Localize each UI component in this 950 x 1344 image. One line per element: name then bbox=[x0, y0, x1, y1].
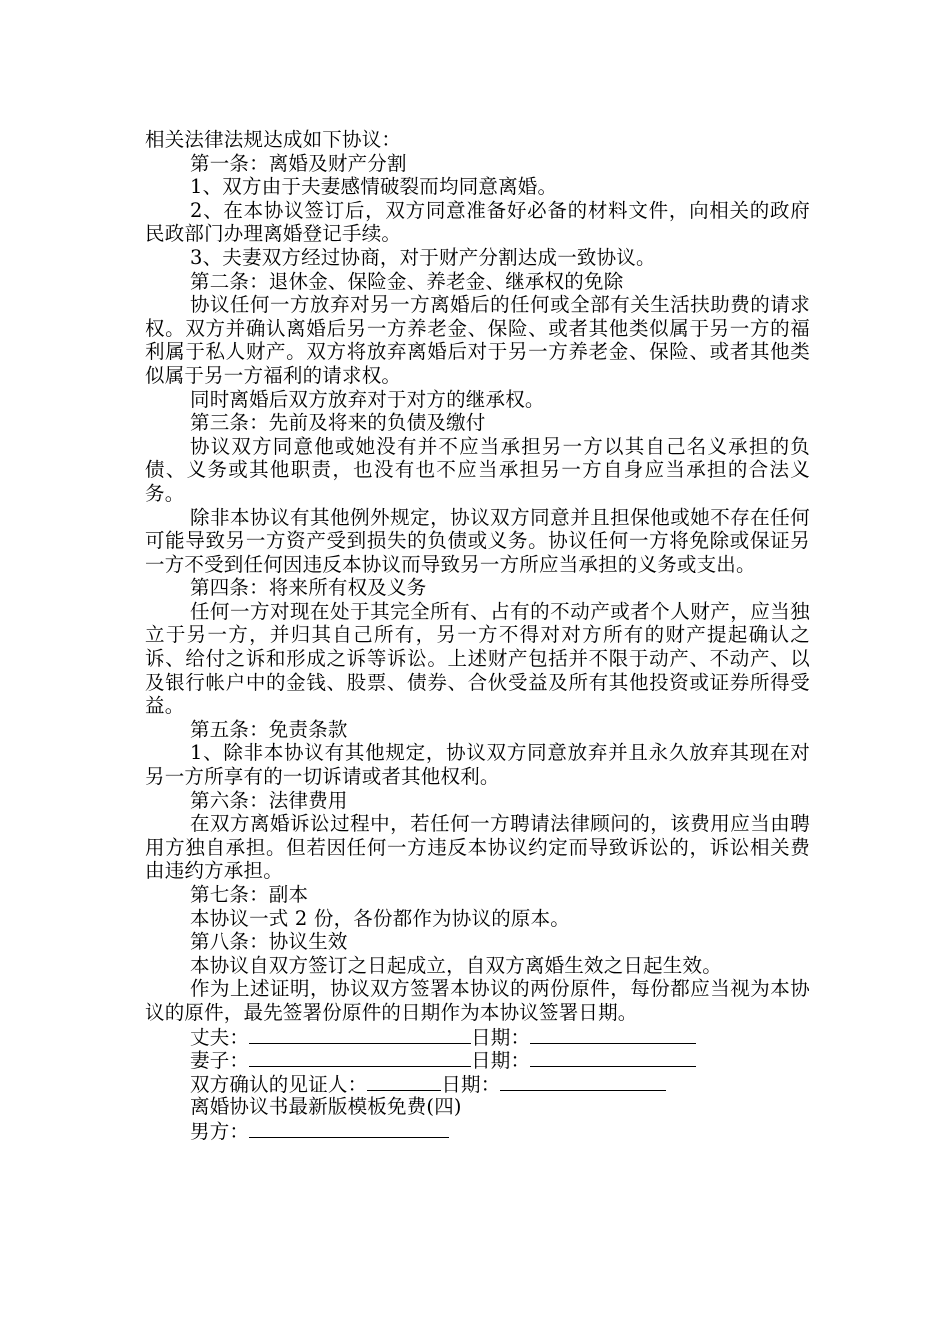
clause-1-heading: 第一条：离婚及财产分割 bbox=[190, 151, 407, 175]
clause-3-heading: 第三条：先前及将来的负债及缴付 bbox=[190, 411, 486, 435]
clause-5-item-1: 1、除非本协议有其他规定，协议双方同意放弃并且永久放弃其现在对另一方所享有的一切诉请或者其他权利。 bbox=[145, 741, 810, 789]
clause-4-heading: 第四条：将来所有权及义务 bbox=[190, 576, 427, 600]
husband-signature-row bbox=[145, 1025, 810, 1049]
text-line-intro: 相关法律法规达成如下协议： bbox=[145, 128, 402, 151]
husband-date-label: 日期： bbox=[471, 1025, 531, 1049]
witness-date-label: 日期： bbox=[441, 1072, 501, 1096]
clause-7-paragraph-1: 本协议一式 2 份，各份都作为协议的原本。 bbox=[190, 906, 571, 930]
husband-signature-blank[interactable] bbox=[249, 1025, 471, 1044]
clause-4-paragraph-1: 任何一方对现在处于其完全所有、占有的不动产或者个人财产，应当独立于另一方，并归其自己所有，另一方不得对对方所有的财产提起确认之诉、给付之诉和形成之诉等诉讼。上述财产包括并不限于动产、不动产、以及银行帐户中的金钱、股票、债券、合伙受益及所有其他投资或证券所得受益。 bbox=[145, 599, 810, 718]
clause-1-item-1: 1、双方由于夫妻感情破裂而均同意离婚。 bbox=[190, 175, 558, 199]
clause-1-item-3: 3、夫妻双方经过协商，对于财产分割达成一致协议。 bbox=[190, 245, 656, 269]
clause-6-paragraph-1: 在双方离婚诉讼过程中，若任何一方聘请法律顾问的，该费用应当由聘用方独自承担。但若因任何一方违反本协议约定而导致诉讼的，诉讼相关费由违约方承担。 bbox=[145, 812, 810, 883]
wife-signature-row bbox=[145, 1048, 810, 1072]
male-label: 男方： bbox=[190, 1119, 250, 1143]
wife-signature-blank[interactable] bbox=[249, 1048, 471, 1067]
clause-2-paragraph-1: 协议任何一方放弃对另一方离婚后的任何或全部有关生活扶助费的请求权。双方并确认离婚后另一方养老金、保险、或者其他类似属于另一方的福利属于私人财产。双方将放弃离婚后对于另一方养老金、保险、或者其他类似属于另一方福利的请求权。 bbox=[145, 293, 810, 387]
wife-label: 妻子： bbox=[190, 1049, 250, 1073]
next-title-text: 离婚协议书最新版模板免费(四) bbox=[190, 1095, 462, 1119]
witness-label: 双方确认的见证人： bbox=[190, 1072, 368, 1096]
wife-date-label: 日期： bbox=[471, 1049, 531, 1073]
clause-8-paragraph-1: 本协议自双方签订之日起成立，自双方离婚生效之日起生效。 bbox=[190, 953, 722, 977]
clause-3-paragraph-2: 除非本协议有其他例外规定，协议双方同意并且担保他或她不存在任何可能导致另一方资产受到损失的负债或义务。协议任何一方将免除或保证另一方不受到任何因违反本协议而导致另一方所应当承担的义务或支出。 bbox=[145, 505, 810, 576]
husband-label: 丈夫： bbox=[190, 1025, 250, 1049]
clause-8-paragraph-2: 作为上述证明，协议双方签署本协议的两份原件，每份都应当视为本协议的原件，最先签署份原件的日期作为本协议签署日期。 bbox=[145, 977, 810, 1024]
male-signature-blank[interactable] bbox=[249, 1119, 449, 1138]
clause-6-heading: 第六条：法律费用 bbox=[190, 788, 348, 812]
clause-5-heading: 第五条：免责条款 bbox=[190, 717, 348, 741]
clause-8-heading: 第八条：协议生效 bbox=[190, 930, 348, 954]
clause-3-paragraph-1: 协议双方同意他或她没有并不应当承担另一方以其自己名义承担的负债、义务或其他职责，也没有也不应当承担另一方自身应当承担的合法义务。 bbox=[145, 434, 810, 505]
witness-signature-row bbox=[145, 1072, 810, 1096]
husband-date-blank[interactable] bbox=[530, 1025, 696, 1044]
clause-7-heading: 第七条：副本 bbox=[190, 883, 309, 906]
clause-2-paragraph-2: 同时离婚后双方放弃对于对方的继承权。 bbox=[190, 387, 545, 411]
clause-1-item-2: 2、在本协议签订后，双方同意准备好必备的材料文件，向相关的政府民政部门办理离婚登记手续。 bbox=[145, 198, 810, 246]
male-party-row bbox=[145, 1119, 810, 1143]
clause-2-heading: 第二条：退休金、保险金、养老金、继承权的免除 bbox=[190, 269, 624, 293]
wife-date-blank[interactable] bbox=[530, 1048, 696, 1067]
next-section-title bbox=[145, 1095, 810, 1119]
document-body bbox=[145, 128, 810, 1143]
witness-date-blank[interactable] bbox=[500, 1072, 666, 1091]
witness-signature-blank[interactable] bbox=[367, 1072, 441, 1091]
